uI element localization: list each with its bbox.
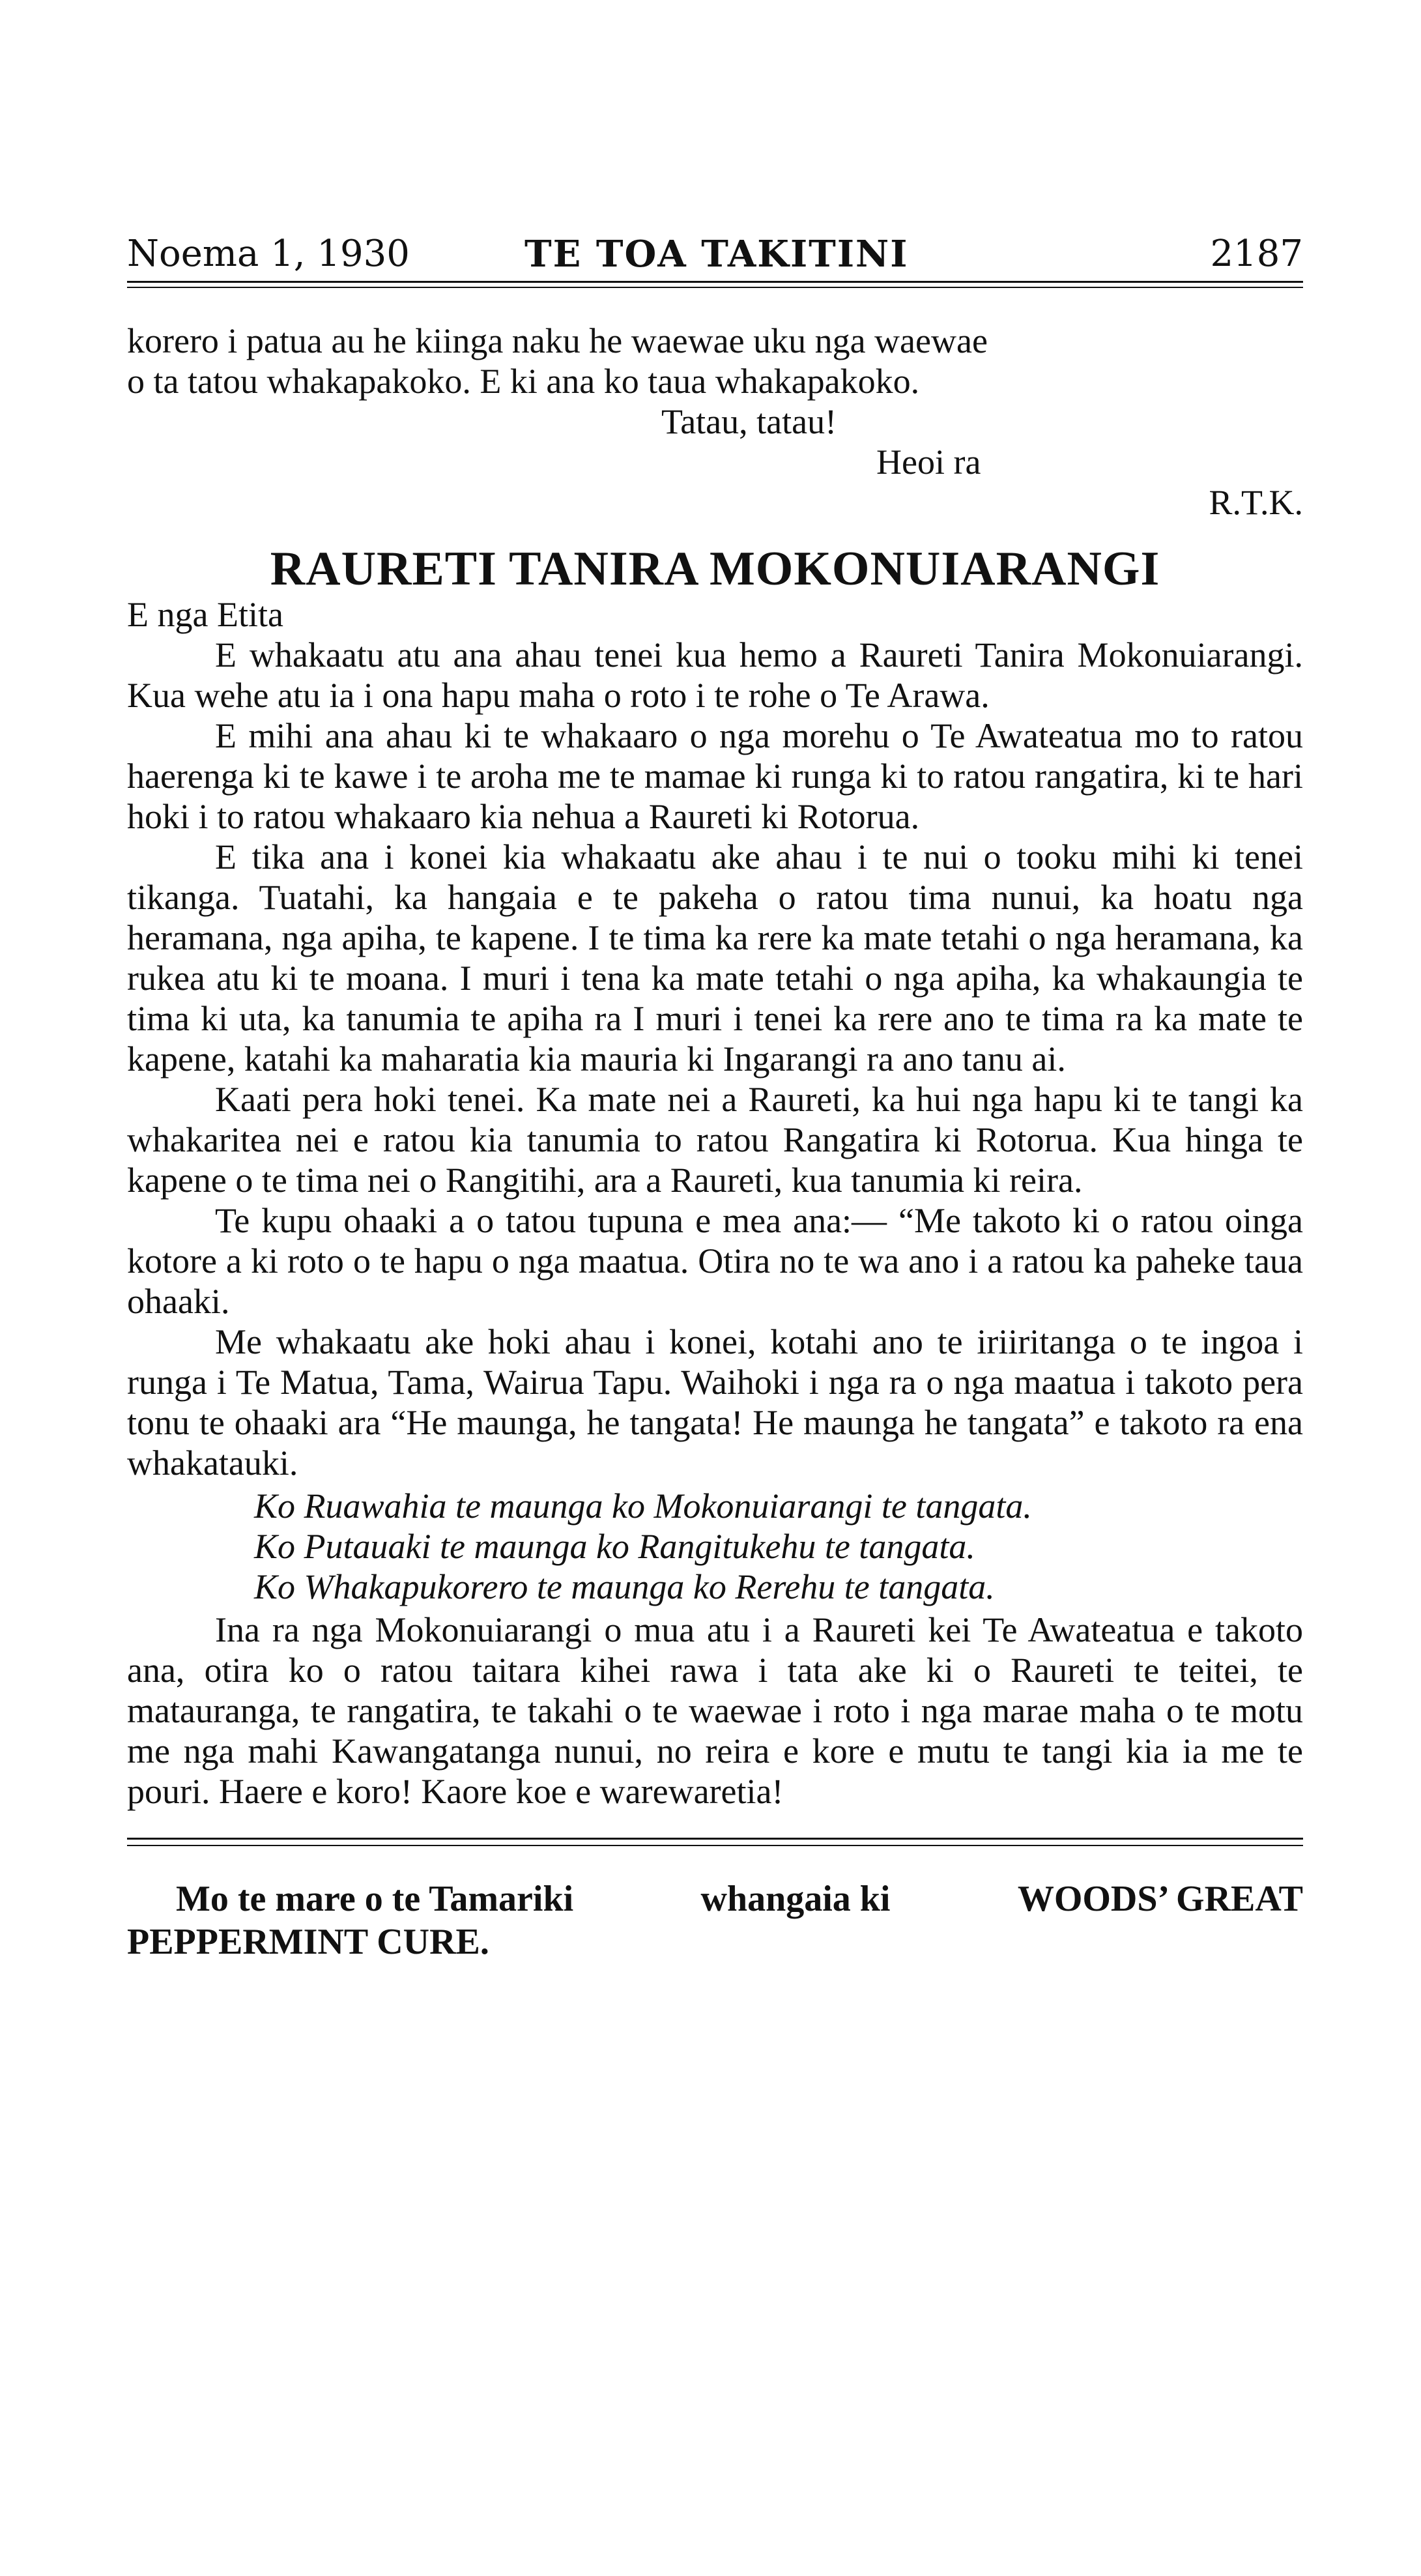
page-number: 2187 [1210,233,1303,275]
paragraph-5: Te kupu ohaaki a o tatou tupuna e mea ana:— “Me takoto ki o ratou oinga kotore a ki roto o te hapu o nga maatua. Otira no te wa ano i a ratou ka paheke taua ohaaki. [127,1201,1303,1321]
paragraph-1: E whakaatu atu ana ahau tenei kua hemo a Raureti Tanira Mokonuiarangi. Kua wehe atu ia i ona hapu maha o roto i te rohe o Te Arawa. [127,635,1303,715]
intro-line-2: o ta tatou whakapakoko. E ki ana ko taua whakapakoko. [127,362,920,401]
intro-line-1: korero i patua au he kiinga naku he waewae uku nga waewae [127,321,988,360]
sign-off-1: Tatau, tatau! [661,402,837,441]
footer-rule [127,1838,1303,1846]
page-body [127,321,1303,1812]
page-header [127,231,1303,277]
paragraph-7: Ina ra nga Mokonuiarangi o mua atu i a Raureti kei Te Awateatua e takoto ana, otira ko o ratou taitara kihei rawa i tata ake ki o Raureti te teitei, te matauranga, te rangatira, te takahi o te waewae i roto i nga marae maha o te motu me nga mahi Kawangatanga nunui, no reira e kore e mutu te tangi kia ia me te pouri. Haere e koro! Kaore koe e warewaretia! [127,1610,1303,1811]
sign-off-initials: R.T.K. [1209,483,1303,522]
salutation: E nga Etita [127,595,283,634]
advert-line-1 [127,1877,1303,1920]
header-rule [127,281,1303,288]
newspaper-page [127,231,1303,1963]
publication-title: TE TOA TAKITINI [524,233,909,276]
paragraph-2: E mihi ana ahau ki te whakaaro o nga morehu o Te Awateatua mo to ratou haerenga ki te kawe i te aroha me te mamae ki runga ki to ratou rangatira, ki te hari hoki i to ratou whakaaro kia nehua a Raureti ki Rotorua. [127,716,1303,836]
advertisement [127,1877,1303,1963]
proverb-line-1: Ko Ruawahia te maunga ko Mokonuiarangi te tangata. [254,1486,1032,1526]
proverb-line-2: Ko Putauaki te maunga ko Rangitukehu te tangata. [254,1527,975,1566]
advert-text-1: Mo te mare o te Tamariki [176,1879,574,1919]
paragraph-4: Kaati pera hoki tenei. Ka mate nei a Raureti, ka hui nga hapu ki te tangi ka whakaritea nei e ratou kia tanumia to ratou Rangatira ki Rotorua. Kua hinga te kapene o te tima nei o Rangitihi, ara a Raureti, kua tanumia ki reira. [127,1080,1303,1200]
advert-line-2: PEPPERMINT CURE. [127,1922,489,1962]
proverb-line-3: Ko Whakapukorero te maunga ko Rerehu te tangata. [254,1567,995,1606]
paragraph-6: Me whakaatu ake hoki ahau i konei, kotahi ano te iriiritanga o te ingoa i runga i Te Matua, Tama, Wairua Tapu. Waihoki i nga ra o nga maatua i takoto pera tonu te ohaaki ara “He maunga, he tangata! He maunga he tangata” e takoto ra ena whakatauki. [127,1322,1303,1483]
proverb-verse [127,1486,1303,1607]
paragraph-3: E tika ana i konei kia whakaatu ake ahau i te nui o tooku mihi ki tenei tikanga. Tuatahi, ka hangaia e te pakeha o ratou tima nunui, ka hoatu nga heramana, nga apiha, te kapene. I te tima ka rere ka mate tetahi o nga heramana, ka rukea atu ki te moana. I muri i tena ka mate tetahi o nga apiha, ka whakaungia te tima ki uta, ka tanumia te apiha ra I muri i tenei ka rere ano te tima ra ka mate te kapene, katahi ka maharatia kia mauria ki Ingarangi ra ano tanu ai. [127,837,1303,1078]
sign-off-2: Heoi ra [876,442,981,482]
advert-text-2: whangaia ki [700,1879,891,1919]
advert-text-3: WOODS’ GREAT [1017,1879,1303,1919]
article-title: RAURETI TANIRA MOKONUIARANGI [270,542,1160,596]
header-date: Noema 1, 1930 [127,233,410,275]
